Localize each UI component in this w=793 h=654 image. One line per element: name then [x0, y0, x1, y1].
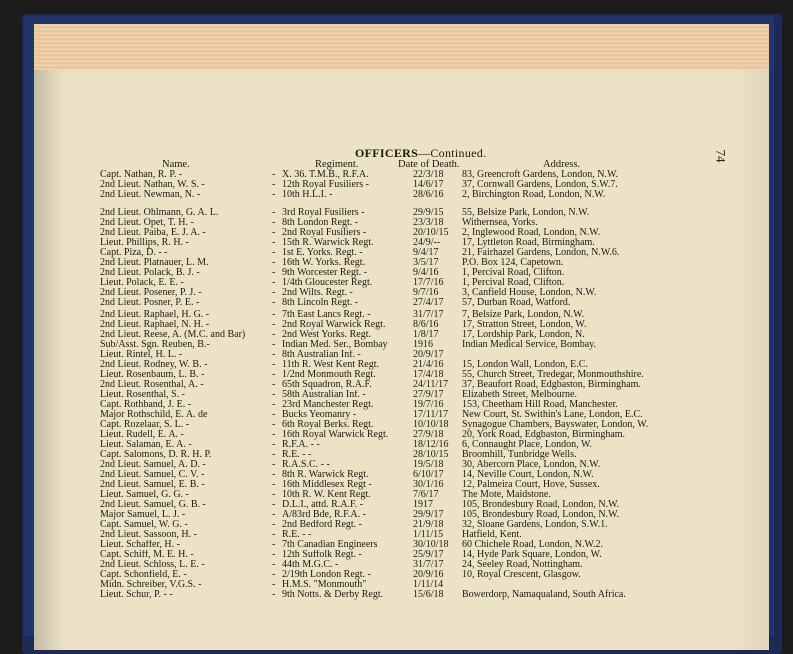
officer-name: 2nd Lieut. Rodney, W. B. - [100, 360, 208, 370]
officer-regiment: 8th London Regt. - [282, 218, 359, 228]
officer-regiment: 2nd West Yorks. Regt. [282, 330, 372, 340]
officer-address: 153, Cheetham Hill Road, Manchester. [462, 399, 618, 410]
officer-address: P.O. Box 124, Capetown. [462, 257, 564, 268]
officer-name: Lieut. Schur, P. - - [100, 590, 173, 600]
officer-date-of-death: 1/11/15 [413, 529, 444, 540]
column-dash: - [272, 589, 276, 600]
officer-address: 6, Connaught Place, London, W. [462, 439, 592, 450]
header-regiment: Regiment. [315, 159, 359, 170]
officer-address: 14, Hyde Park Square, London, W. [462, 549, 602, 560]
officer-address: 12, Palmeira Court, Hove, Sussex. [462, 479, 600, 490]
officer-date-of-death: 17/4/18 [413, 369, 444, 380]
officer-name: Major Samuel, L. J. - [100, 510, 186, 520]
officer-regiment: R.E. - - [282, 530, 312, 540]
column-dash: - [272, 389, 276, 400]
officer-row [0, 380, 793, 390]
column-dash: - [272, 469, 276, 480]
officer-name: 2nd Lieut. Platnauer, L. M. [100, 258, 209, 268]
officer-row [0, 480, 793, 490]
officer-row [0, 520, 793, 530]
officer-address: 1, Percival Road, Clifton. [462, 277, 565, 288]
officer-date-of-death: 10/10/18 [413, 419, 449, 430]
column-dash: - [272, 479, 276, 490]
column-dash: - [272, 449, 276, 460]
officer-date-of-death: 1917 [413, 499, 433, 510]
officer-row [0, 310, 793, 320]
officer-row [0, 350, 793, 360]
officer-name: Lieut. Phillips, R. H. - [100, 238, 189, 248]
officer-row [0, 190, 793, 200]
officer-regiment: 6th Royal Berks. Regt. [282, 420, 374, 430]
officer-row [0, 510, 793, 520]
officer-name: Capt. Rothband, J. E. - [100, 400, 192, 410]
officer-address: 7, Belsize Park, London, N.W. [462, 309, 585, 320]
officer-name: 2nd Lieut. Posner, P. E. - [100, 298, 200, 308]
officer-row [0, 248, 793, 258]
officer-date-of-death: 23/3/18 [413, 217, 444, 228]
officer-address: 3, Canfield House, London, N.W. [462, 287, 597, 298]
officer-regiment: H.M.S. "Monmouth" [282, 580, 367, 590]
officer-name: Capt. Piza, D. - - [100, 248, 168, 258]
officer-regiment: A/83rd Bde, R.F.A. - [282, 510, 366, 520]
officer-row [0, 180, 793, 190]
column-dash: - [272, 429, 276, 440]
officer-name: Lieut. Rintel, H. L. - [100, 350, 183, 360]
officer-regiment: 11th R. West Kent Regt. [282, 360, 379, 370]
officer-date-of-death: 9/4/17 [413, 247, 439, 258]
officer-name: Lieut. Rosenbaum, L. B. - [100, 370, 205, 380]
column-dash: - [272, 169, 276, 180]
officer-address: 57, Durban Road, Watford. [462, 297, 571, 308]
officer-regiment: Bucks Yeomanry - [282, 410, 357, 420]
officer-address: 1, Percival Road, Clifton. [462, 267, 565, 278]
officer-name: 2nd Lieut. Nathan, W. S. - [100, 180, 205, 190]
officer-row [0, 298, 793, 308]
officer-row [0, 460, 793, 470]
header-name: Name. [162, 159, 190, 170]
officer-address: 21, Fairhazel Gardens, London, N.W.6. [462, 247, 620, 258]
officer-date-of-death: 29/9/17 [413, 509, 444, 520]
officer-row [0, 470, 793, 480]
officer-row [0, 208, 793, 218]
column-dash: - [272, 277, 276, 288]
officer-name: 2nd Lieut. Samuel, G. B. - [100, 500, 206, 510]
header-date: Date of Death. [398, 159, 460, 170]
officer-row [0, 410, 793, 420]
officer-address: 15, London Wall, London, E.C. [462, 359, 588, 370]
title-main: OFFICERS [355, 146, 419, 160]
column-dash: - [272, 267, 276, 278]
officer-row [0, 420, 793, 430]
officer-address: The Mote, Maidstone. [462, 489, 551, 500]
column-dash: - [272, 579, 276, 590]
officer-date-of-death: 24/9/-- [413, 237, 441, 248]
officer-date-of-death: 1/11/14 [413, 579, 444, 590]
officer-row [0, 340, 793, 350]
officer-address: 55, Belsize Park, London, N.W. [462, 207, 590, 218]
officer-date-of-death: 9/7/16 [413, 287, 439, 298]
officer-name: 2nd Lieut. Rosenthal, A. - [100, 380, 204, 390]
column-dash: - [272, 379, 276, 390]
officer-date-of-death: 3/5/17 [413, 257, 439, 268]
officer-row [0, 540, 793, 550]
officer-address: 32, Sloane Gardens, London, S.W.1. [462, 519, 608, 530]
officer-regiment: 7th Canadian Engineers [282, 540, 378, 550]
officer-date-of-death: 31/7/17 [413, 559, 444, 570]
officer-name: 2nd Lieut. Reese, A. (M.C. and Bar) [100, 330, 246, 340]
officer-row [0, 170, 793, 180]
officer-address: 14, Neville Court, London, N.W. [462, 469, 594, 480]
officer-name: 2nd Lieut. Raphael, H. G. - [100, 310, 210, 320]
officer-row [0, 530, 793, 540]
officer-row [0, 268, 793, 278]
officer-name: Capt. Salomons, D. R. H. P. [100, 450, 212, 460]
officer-name: Capt. Rozelaar, S. L. - [100, 420, 190, 430]
column-dash: - [272, 399, 276, 410]
column-dash: - [272, 349, 276, 360]
officer-date-of-death: 24/11/17 [413, 379, 449, 390]
officer-row [0, 330, 793, 340]
officer-date-of-death: 1916 [413, 339, 433, 350]
officer-row [0, 228, 793, 238]
officer-row [0, 360, 793, 370]
officer-regiment: 15th R. Warwick Regt. [282, 238, 374, 248]
officer-name: 2nd Lieut. Opet, T. H. - [100, 218, 194, 228]
officer-name: 2nd Lieut. Newman, N. - [100, 190, 201, 200]
column-dash: - [272, 559, 276, 570]
officer-row [0, 218, 793, 228]
officer-name: Capt. Samuel, W. G. - [100, 520, 188, 530]
column-dash: - [272, 549, 276, 560]
column-dash: - [272, 227, 276, 238]
officer-row [0, 400, 793, 410]
officer-row [0, 258, 793, 268]
officer-regiment: R.A.S.C. - - [282, 460, 330, 470]
header-address: Address. [543, 159, 581, 170]
officer-date-of-death: 6/10/17 [413, 469, 444, 480]
officer-address: 30, Abercorn Place, London, N.W. [462, 459, 601, 470]
officer-name: Lieut. Polack, E. E. - [100, 278, 184, 288]
officer-date-of-death: 14/6/17 [413, 179, 444, 190]
officer-date-of-death: 20/10/15 [413, 227, 449, 238]
officer-date-of-death: 15/6/18 [413, 589, 444, 600]
officer-address: 24, Seeley Road, Nottingham. [462, 559, 583, 570]
officer-address: 37, Cornwall Gardens, London, S.W.7. [462, 179, 618, 190]
officer-address: Indian Medical Service, Bombay. [462, 339, 597, 350]
officer-date-of-death: 25/9/17 [413, 549, 444, 560]
title-suffix: —Continued. [418, 146, 487, 160]
column-dash: - [272, 217, 276, 228]
officer-date-of-death: 31/7/17 [413, 309, 444, 320]
officer-row [0, 440, 793, 450]
officer-row [0, 450, 793, 460]
column-dash: - [272, 247, 276, 258]
officer-regiment: 8th Lincoln Regt. - [282, 298, 359, 308]
officer-regiment: 10th R. W. Kent Regt. [282, 490, 371, 500]
officer-regiment: 2nd Royal Warwick Regt. [282, 320, 386, 330]
officer-row [0, 560, 793, 570]
officer-date-of-death: 22/3/18 [413, 169, 444, 180]
column-dash: - [272, 309, 276, 320]
officer-regiment: R.E. - - [282, 450, 312, 460]
officer-regiment: 2nd Bedford Regt. - [282, 520, 362, 530]
column-dash: - [272, 319, 276, 330]
officer-regiment: 12th Suffolk Regt. - [282, 550, 362, 560]
officer-date-of-death: 19/7/16 [413, 399, 444, 410]
officer-row [0, 570, 793, 580]
officer-address: 20, York Road, Edgbaston, Birmingham. [462, 429, 626, 440]
officer-row [0, 430, 793, 440]
officer-regiment: D.L.I., attd. R.A.F. - [282, 500, 364, 510]
officer-date-of-death: 17/11/17 [413, 409, 449, 420]
officer-regiment: 8th R. Warwick Regt. [282, 470, 369, 480]
officer-regiment: 2/19th London Regt. - [282, 570, 371, 580]
officer-regiment: Indian Med. Ser., Bombay [282, 340, 388, 350]
officer-address: 60 Chichele Road, London, N.W.2. [462, 539, 604, 550]
officer-regiment: 7th East Lancs Regt. - [282, 310, 371, 320]
officer-regiment: 9th Worcester Regt. - [282, 268, 368, 278]
column-dash: - [272, 297, 276, 308]
officer-name: 2nd Lieut. Schloss, L. E. - [100, 560, 205, 570]
column-dash: - [272, 179, 276, 190]
officer-row [0, 390, 793, 400]
officer-date-of-death: 9/4/16 [413, 267, 439, 278]
officer-name: 2nd Lieut. Samuel, A. D. - [100, 460, 206, 470]
column-dash: - [272, 409, 276, 420]
officer-regiment: 1st E. Yorks. Regt. - [282, 248, 363, 258]
officer-regiment: R.F.A. - - [282, 440, 320, 450]
officer-date-of-death: 1/8/17 [413, 329, 439, 340]
officer-name: Lieut. Rosenthal, S. - [100, 390, 185, 400]
officer-address: Bowerdorp, Namaqualand, South Africa. [462, 589, 626, 600]
column-dash: - [272, 499, 276, 510]
officer-regiment: 10th H.L.I. - [282, 190, 333, 200]
officer-address: 10, Royal Crescent, Glasgow. [462, 569, 581, 580]
officer-name: Midn. Schreiber, V.G.S. - [100, 580, 202, 590]
officer-regiment: 23rd Manchester Regt. [282, 400, 374, 410]
officer-row [0, 278, 793, 288]
officer-address: 105, Brondesbury Road, London, N.W. [462, 509, 620, 520]
officer-name: 2nd Lieut. Paiba, E. J. A. - [100, 228, 206, 238]
officer-name: 2nd Lieut. Ohlmann, G. A. L. [100, 208, 219, 218]
officer-regiment: 9th Notts. & Derby Regt. [282, 590, 384, 600]
officer-date-of-death: 27/9/17 [413, 389, 444, 400]
officer-address: 83, Greencroft Gardens, London, N.W. [462, 169, 618, 180]
officer-name: 2nd Lieut. Raphael, N. H. - [100, 320, 210, 330]
officer-date-of-death: 20/9/17 [413, 349, 444, 360]
officer-name: Major Rothschild, E. A. de [100, 410, 208, 420]
officer-row [0, 370, 793, 380]
officer-date-of-death: 8/6/16 [413, 319, 439, 330]
officer-address: 37, Beaufort Road, Edgbaston, Birmingham. [462, 379, 641, 390]
officer-name: Capt. Schiff, M. E. H. - [100, 550, 194, 560]
officer-regiment: 58th Australian Inf. - [282, 390, 366, 400]
officer-name: Capt. Schonfield, E. - [100, 570, 187, 580]
officer-regiment: 16th Middlesex Regt - [282, 480, 372, 490]
column-dash: - [272, 207, 276, 218]
officer-date-of-death: 30/1/16 [413, 479, 444, 490]
officer-address: Withernsea, Yorks. [462, 217, 538, 228]
column-dash: - [272, 339, 276, 350]
officer-name: 2nd Lieut. Sassoon, H. - [100, 530, 197, 540]
page-number: 74 [713, 149, 729, 163]
officer-regiment: 1/2nd Monmouth Regt. [282, 370, 376, 380]
column-dash: - [272, 287, 276, 298]
column-dash: - [272, 257, 276, 268]
column-dash: - [272, 189, 276, 200]
officer-date-of-death: 27/4/17 [413, 297, 444, 308]
officer-regiment: X. 36. T.M.B., R.F.A. [282, 170, 369, 180]
officer-name: 2nd Lieut. Samuel, C. V. - [100, 470, 205, 480]
column-dash: - [272, 419, 276, 430]
officer-regiment: 3rd Royal Fusiliers - [282, 208, 365, 218]
officer-date-of-death: 19/5/18 [413, 459, 444, 470]
officer-name: 2nd Lieut. Polack, B. J. - [100, 268, 200, 278]
officer-address: 2, Inglewood Road, London, N.W. [462, 227, 601, 238]
officer-regiment: 12th Royal Fusiliers - [282, 180, 369, 190]
officer-address: Elizabeth Street, Melbourne. [462, 389, 577, 400]
officer-regiment: 1/4th Gloucester Regt. [282, 278, 373, 288]
officer-date-of-death: 27/9/18 [413, 429, 444, 440]
column-dash: - [272, 569, 276, 580]
officer-name: Lieut. Schaffer, H. - [100, 540, 180, 550]
officer-regiment: 2nd Royal Fusiliers - [282, 228, 367, 238]
officer-regiment: 8th Australian Inf. - [282, 350, 361, 360]
officer-row [0, 500, 793, 510]
officer-address: 17, Stratton Street, London, W. [462, 319, 587, 330]
column-dash: - [272, 529, 276, 540]
officer-row [0, 288, 793, 298]
officer-date-of-death: 30/10/18 [413, 539, 449, 550]
officer-date-of-death: 28/6/16 [413, 189, 444, 200]
officer-regiment: 2nd Wilts. Regt. - [282, 288, 353, 298]
officer-name: Lieut. Samuel, G. G. - [100, 490, 189, 500]
officer-date-of-death: 28/10/15 [413, 449, 449, 460]
column-dash: - [272, 489, 276, 500]
column-dash: - [272, 237, 276, 248]
column-dash: - [272, 519, 276, 530]
officer-row [0, 590, 793, 600]
officer-regiment: 16th W. Yorks. Regt. [282, 258, 366, 268]
officer-address: 2, Birchington Road, London, N.W. [462, 189, 606, 200]
officer-row [0, 550, 793, 560]
officer-row [0, 580, 793, 590]
officer-date-of-death: 21/9/18 [413, 519, 444, 530]
officer-row [0, 238, 793, 248]
officer-name: 2nd Lieut. Posener, P. J. - [100, 288, 202, 298]
officer-row [0, 490, 793, 500]
officer-address: Hatfield, Kent. [462, 529, 522, 540]
column-dash: - [272, 439, 276, 450]
officer-date-of-death: 17/7/16 [413, 277, 444, 288]
column-dash: - [272, 329, 276, 340]
officer-name: 2nd Lieut. Samuel, E. B. - [100, 480, 205, 490]
officer-name: Lieut. Salaman, E. A. - [100, 440, 192, 450]
officer-date-of-death: 21/4/16 [413, 359, 444, 370]
officer-name: Capt. Nathan, R. P. - [100, 170, 183, 180]
officer-name: Lieut. Rudell, E. A. - [100, 430, 184, 440]
officer-address: Synagogue Chambers, Bayswater, London, W. [462, 419, 649, 430]
officer-name: Sub/Asst. Sgn. Reuben, B.- [100, 340, 210, 350]
officer-date-of-death: 20/9/16 [413, 569, 444, 580]
officer-date-of-death: 7/6/17 [413, 489, 439, 500]
officer-row [0, 320, 793, 330]
column-dash: - [272, 459, 276, 470]
column-dash: - [272, 539, 276, 550]
officer-regiment: 16th Royal Warwick Regt. [282, 430, 389, 440]
officer-address: New Court, St. Swithin's Lane, London, E.C. [462, 409, 643, 420]
officer-regiment: 44th M.G.C. - [282, 560, 339, 570]
officer-date-of-death: 29/9/15 [413, 207, 444, 218]
officer-address: Broomhill, Tunbridge Wells. [462, 449, 577, 460]
officer-address: 55, Church Street, Tredegar, Monmouthshire. [462, 369, 644, 380]
column-dash: - [272, 369, 276, 380]
officer-address: 17, Lordship Park, London, N. [462, 329, 585, 340]
column-dash: - [272, 509, 276, 520]
officer-date-of-death: 18/12/16 [413, 439, 449, 450]
officer-address: 105, Brondesbury Road, London, N.W. [462, 499, 620, 510]
column-dash: - [272, 359, 276, 370]
officer-address: 17, Lyttleton Road, Birmingham. [462, 237, 595, 248]
officer-regiment: 65th Squadron, R.A.F. [282, 380, 372, 390]
